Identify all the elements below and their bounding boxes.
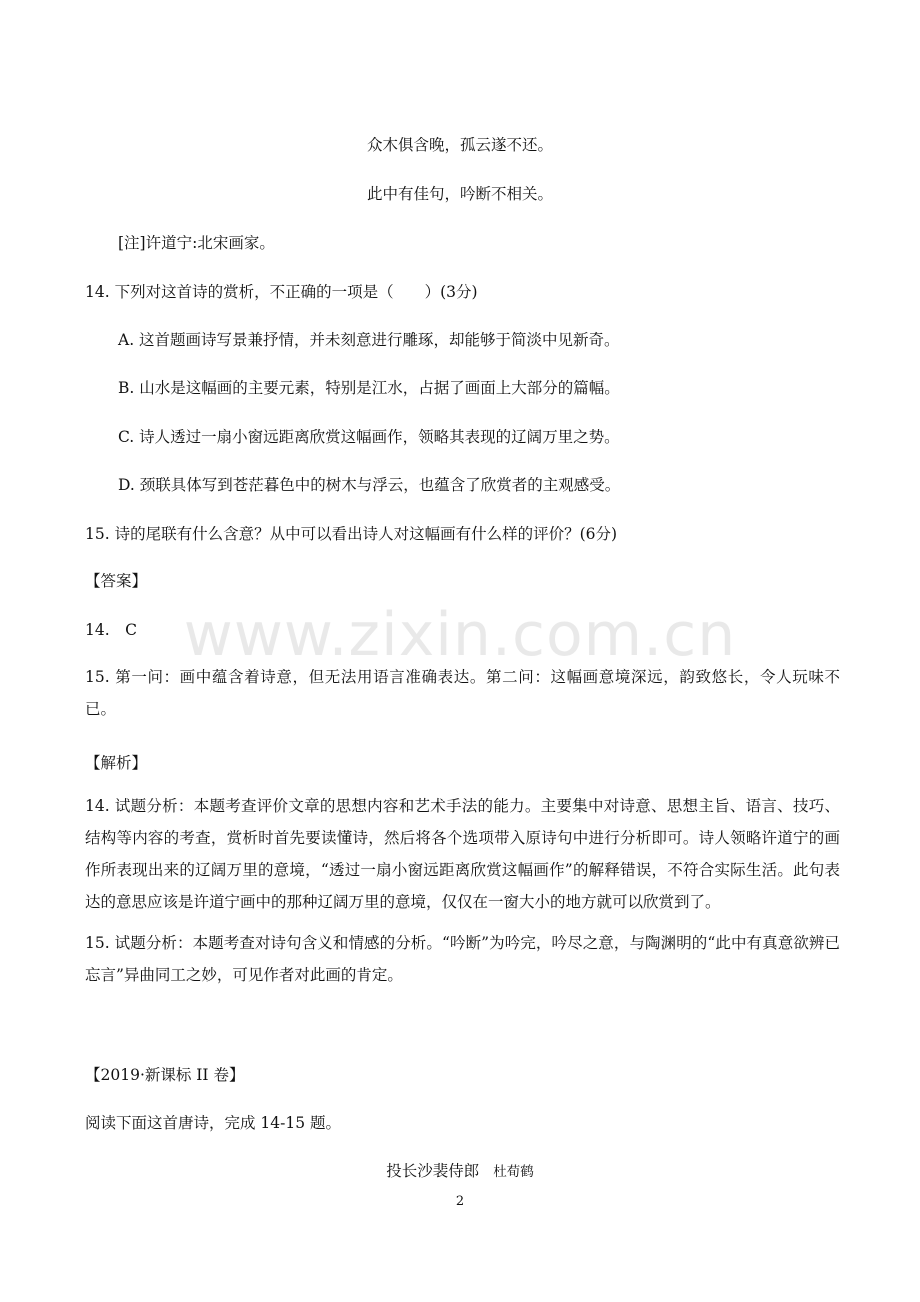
question-14-option-c: C. 诗人透过一扇小窗远距离欣赏这幅画作，领略其表现的辽阔万里之势。 (118, 428, 620, 446)
question-15: 15. 诗的尾联有什么含意？从中可以看出诗人对这幅画有什么样的评价？(6分) (85, 525, 618, 543)
analysis-14: 14. 试题分析：本题考查评价文章的思想内容和艺术手法的能力。主要集中对诗意、思想主旨、语言、技巧、结构等内容的考查，赏析时首先要读懂诗，然后将各个选项带入原诗句中进行分析即可。诗人领略许道宁的画作所表现出来的辽阔万里的意境，“透过一扇小窗远距离欣赏这幅画作”的解释错误，不符合实际生活。此句表达的意思应该是许道宁画中的那种辽阔万里的意境，仅仅在一窗大小的地方就可以欣赏到了。 (85, 797, 840, 911)
answer-heading: 【答案】 (85, 572, 148, 590)
next-poem-heading (0, 1160, 920, 1183)
analysis-15: 15. 试题分析：本题考查对诗句含义和情感的分析。“吟断”为吟完，吟尽之意，与陶渊明的“此中有真意欲辨已忘言”异曲同工之妙，可见作者对此画的肯定。 (85, 934, 840, 984)
watermark-text: www.zixin.com.cn (183, 600, 737, 670)
question-14-option-b: B. 山水是这幅画的主要元素，特别是江水，占据了画面上大部分的篇幅。 (118, 379, 620, 397)
analysis-heading: 【解析】 (85, 754, 148, 772)
question-14-option-a: A. 这首题画诗写景兼抒情，并未刻意进行雕琢，却能够于简淡中见新奇。 (118, 331, 620, 349)
next-poem-title: 投长沙裴侍郎 (386, 1162, 480, 1180)
answer-15: 15. 第一问：画中蕴含着诗意，但无法用语言准确表达。第二问：这幅画意境深远，韵致悠长，令人玩味不已。 (85, 668, 840, 718)
next-question-source: 【2019·新课标 II 卷】 (85, 1066, 245, 1084)
poem-line-1: 众木俱含晚，孤云遂不还。 (366, 136, 553, 154)
page-number: 2 (455, 1194, 465, 1209)
question-14-stem: 14. 下列对这首诗的赏析，不正确的一项是（ ）(3分) (85, 283, 478, 301)
question-14-option-d: D. 颈联具体写到苍茫暮色中的树木与浮云，也蕴含了欣赏者的主观感受。 (118, 476, 621, 494)
next-question-instruction: 阅读下面这首唐诗，完成 14-15 题。 (85, 1114, 342, 1132)
poem-note: [注]许道宁:北宋画家。 (118, 234, 275, 252)
poem-line-2: 此中有佳句，吟断不相关。 (366, 185, 553, 203)
next-poem-author: 杜荀鹤 (493, 1164, 534, 1180)
answer-14: 14. C (85, 621, 138, 639)
